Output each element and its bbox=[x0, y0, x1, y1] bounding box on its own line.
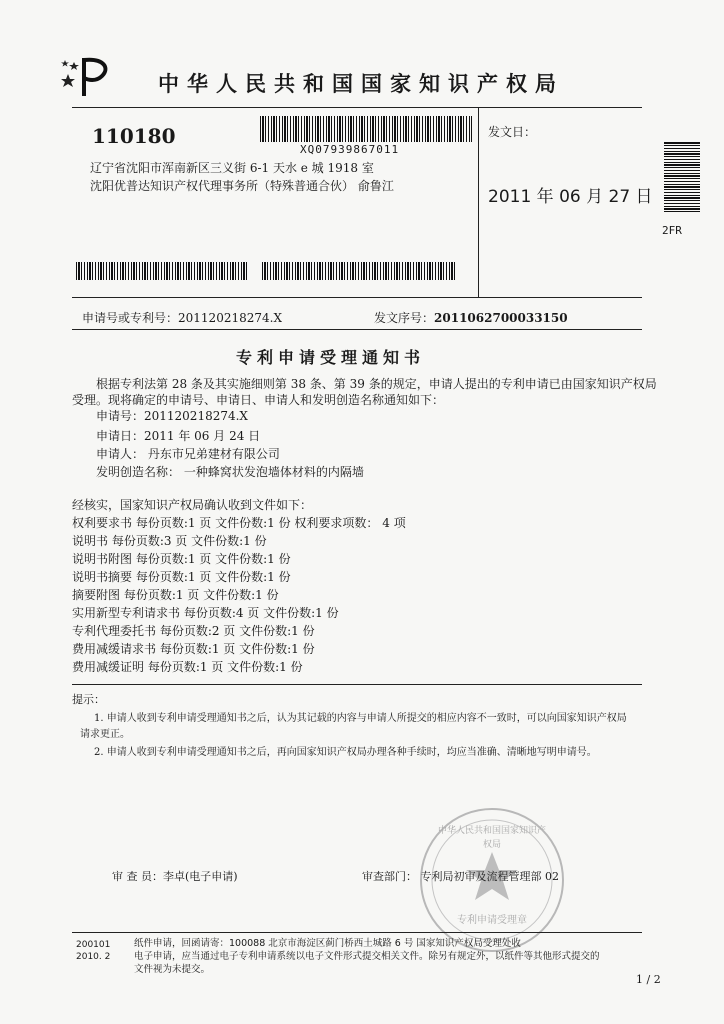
barcode-text: XQ07939867011 bbox=[300, 143, 400, 156]
notice-intro-line1: 根据专利法第 28 条及其实施细则第 38 条、第 39 条的规定，申请人提出的专利申请已由国家知识产权局 bbox=[96, 377, 657, 391]
footer-mailing: 纸件申请，回函请寄：100088 北京市海淀区蓟门桥西土城路 6 号 国家知识产权局受理处收 bbox=[134, 938, 521, 949]
seal-text: 中华人民共和国国家知识产权局 bbox=[437, 826, 546, 850]
header-divider bbox=[478, 107, 479, 297]
application-number-row bbox=[82, 310, 282, 327]
document-number: 2011062700033150 bbox=[434, 311, 568, 325]
side-code: 2FR bbox=[662, 224, 682, 237]
recipient-agency: 沈阳优普达知识产权代理事务所（特殊普通合伙） 俞鲁江 bbox=[90, 179, 394, 193]
header-top-rule bbox=[72, 107, 642, 108]
list-item: 说明书摘要 每份页数:1 页 文件份数:1 份 bbox=[72, 570, 291, 584]
examiner: 审 查 员：李卓(电子申请) bbox=[112, 870, 238, 883]
footer-electronic-cont: 文件视为未提交。 bbox=[134, 964, 211, 975]
field-application-date: 申请日：2011 年 06 月 24 日 bbox=[96, 429, 261, 443]
list-item: 说明书 每份页数:3 页 文件份数:1 份 bbox=[72, 534, 267, 548]
header-bottom-rule bbox=[72, 297, 642, 298]
list-item: 专利代理委托书 每份页数:2 页 文件份数:1 份 bbox=[72, 624, 315, 638]
list-item: 说明书附图 每份页数:1 页 文件份数:1 份 bbox=[72, 552, 291, 566]
form-code: 200101 bbox=[76, 940, 111, 950]
field-applicant: 申请人： 丹东市兄弟建材有限公司 bbox=[96, 447, 280, 461]
application-number: 201120218274.X bbox=[178, 311, 282, 325]
side-barcode bbox=[664, 142, 700, 212]
documents-rule bbox=[72, 684, 642, 685]
page-number: 1 / 2 bbox=[636, 973, 661, 986]
reference-rule bbox=[72, 329, 642, 330]
seal-subtext: 专利申请受理章 bbox=[457, 915, 527, 926]
notice-title: 专利申请受理通知书 bbox=[236, 348, 426, 367]
postal-barcode-right bbox=[262, 262, 456, 280]
list-item: 费用减缓证明 每份页数:1 页 文件份数:1 份 bbox=[72, 660, 303, 674]
form-version: 2010. 2 bbox=[76, 952, 111, 962]
examining-department: 审查部门： 专利局初审及流程管理部 02 bbox=[362, 870, 559, 883]
send-date-label: 发文日： bbox=[488, 125, 537, 139]
sipo-logo bbox=[60, 54, 116, 98]
tip-2: 2. 申请人收到专利申请受理通知书之后，再向国家知识产权局办理各种手续时，均应当准确、清晰地写明申请号。 bbox=[94, 747, 597, 758]
recipient-address: 辽宁省沈阳市浑南新区三义街 6-1 天水 e 城 1918 室 bbox=[90, 161, 374, 175]
postal-barcode-left bbox=[76, 262, 248, 280]
tip-1-line2: 请求更正。 bbox=[80, 729, 130, 740]
tracking-barcode bbox=[260, 116, 472, 142]
notice-intro-line2: 受理。现将确定的申请号、申请日、申请人和发明创造名称通知如下： bbox=[72, 393, 445, 407]
send-date-value: 2011 年 06 月 27 日 bbox=[488, 187, 653, 207]
footer-rule bbox=[72, 932, 642, 933]
tips-heading: 提示： bbox=[72, 693, 105, 706]
list-item: 权利要求书 每份页数:1 页 文件份数:1 份 权利要求项数： 4 项 bbox=[72, 516, 406, 530]
tip-1-line1: 1. 申请人收到专利申请受理通知书之后，认为其记载的内容与申请人所提交的相应内容不一致时，可以向国家知识产权局 bbox=[94, 713, 627, 724]
list-item: 摘要附图 每份页数:1 页 文件份数:1 份 bbox=[72, 588, 279, 602]
field-invention-title: 发明创造名称： 一种蜂窝状发泡墙体材料的内隔墙 bbox=[96, 465, 364, 479]
documents-intro: 经核实，国家知识产权局确认收到文件如下： bbox=[72, 498, 313, 512]
postal-code: 110180 bbox=[92, 124, 176, 148]
field-application-number: 申请号：201120218274.X bbox=[96, 409, 248, 423]
list-item: 费用减缓请求书 每份页数:1 页 文件份数:1 份 bbox=[72, 642, 315, 656]
list-item: 实用新型专利请求书 每份页数:4 页 文件份数:1 份 bbox=[72, 606, 339, 620]
footer-electronic: 电子申请，应当通过电子专利申请系统以电子文件形式提交相关文件。除另有规定外，以纸件等其他形式提交的 bbox=[134, 951, 600, 962]
agency-title: 中华人民共和国国家知识产权局 bbox=[158, 72, 564, 96]
application-number-label: 申请号或专利号： bbox=[82, 311, 179, 325]
document-number-label: 发文序号： bbox=[374, 311, 435, 325]
document-number-row bbox=[374, 310, 568, 327]
